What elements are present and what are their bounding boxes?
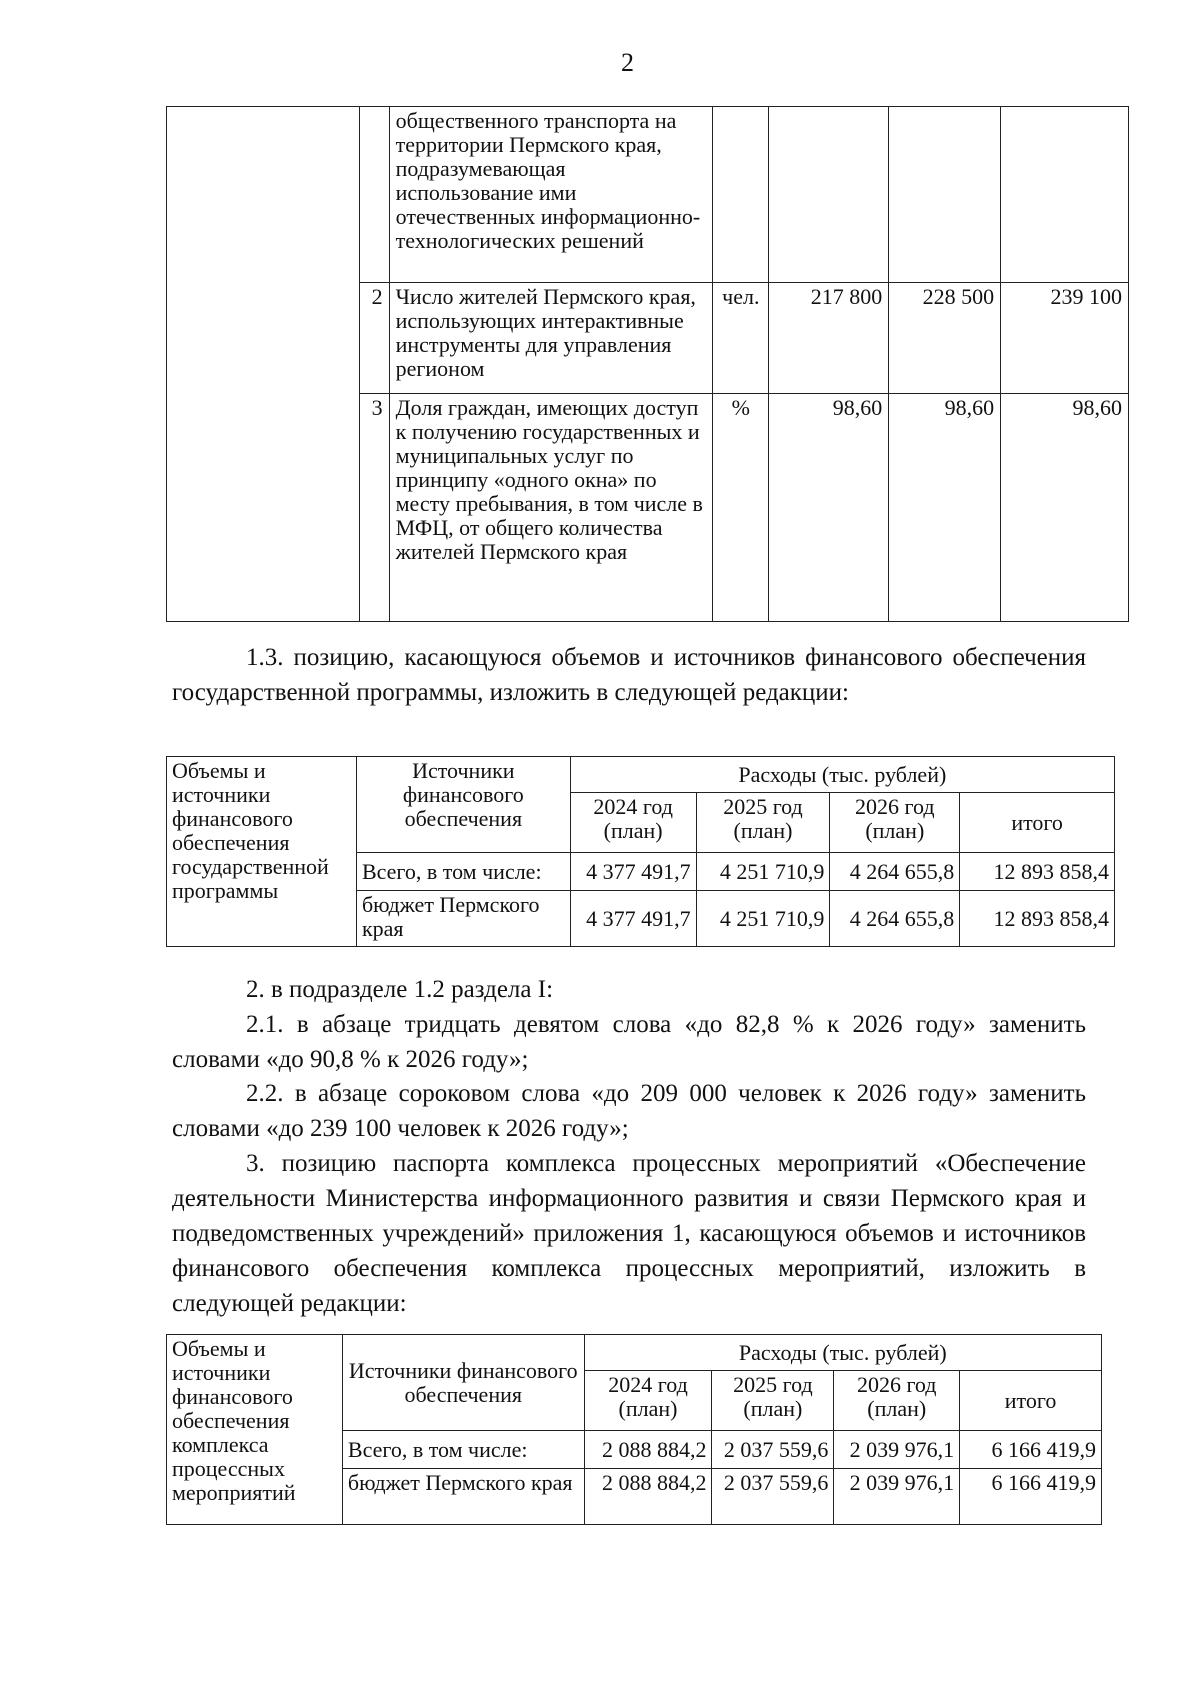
value-2025: 2 037 559,6 [712, 1431, 834, 1469]
column-total: итого [960, 793, 1115, 853]
value-2026: 4 264 655,8 [830, 891, 960, 947]
financing-label: Объемы и источники финансового обеспечения комплекса процессных мероприятий [167, 1335, 343, 1525]
row-label-total: Всего, в том числе: [342, 1431, 584, 1469]
table-row [167, 757, 1115, 793]
paragraph-2: 2. в подразделе 1.2 раздела I: [246, 976, 554, 1003]
value-2026: 4 264 655,8 [830, 853, 960, 891]
value-2026: 239 100 [1001, 283, 1129, 394]
expenses-header: Расходы (тыс. рублей) [570, 757, 1114, 793]
value-2024: 217 800 [769, 283, 889, 394]
paragraph-2-2: 2.2. в абзаце сороковом слова «до 209 000 человек к 2026 году» заменить словами «до 239 100 человек к 2026 году»; [172, 1080, 1086, 1142]
indicator-unit: % [713, 394, 769, 622]
financing-table-complex [166, 1334, 1102, 1525]
column-2025: 2025 год (план) [712, 1371, 834, 1431]
indicator-name: Доля граждан, имеющих доступ к получению государственных и муниципальных услуг по принципу «одного окна» по месту пребывания, в том числе в МФЦ, от общего количества жителей Пермского края [389, 394, 713, 622]
indicator-name: Число жителей Пермского края, использующих интерактивные инструменты для управления регионом [389, 283, 713, 394]
value-2025 [889, 107, 1001, 283]
indicator-unit [713, 107, 769, 283]
paragraph-1-3: 1.3. позицию, касающуюся объемов и источников финансового обеспечения государственной программы, изложить в следующей редакции: [172, 644, 1086, 706]
page-number: 2 [621, 48, 634, 77]
value-total: 12 893 858,4 [960, 853, 1115, 891]
value-2024: 4 377 491,7 [570, 853, 696, 891]
value-2026: 2 039 976,1 [834, 1431, 960, 1469]
row-label-budget: бюджет Пермского края [342, 1469, 584, 1525]
paragraph-3: 3. позицию паспорта комплекса процессных мероприятий «Обеспечение деятельности Министерства информационного развития и связи Пермского края и подведомственных учреждений» приложения 1, касающуюся объемов и источников финансового обеспечения комплекса процессных мероприятий, изложить в следующей редакции: [172, 1150, 1086, 1317]
table-row [167, 1335, 1102, 1371]
column-2024: 2024 год (план) [570, 793, 696, 853]
row-label-total: Всего, в том числе: [356, 853, 570, 891]
column-2026: 2026 год (план) [834, 1371, 960, 1431]
value-2025: 2 037 559,6 [712, 1469, 834, 1525]
empty-cell [167, 107, 360, 622]
value-2024: 2 088 884,2 [584, 1469, 712, 1525]
sources-header: Источники финансового обеспечения [356, 757, 570, 853]
value-2026 [1001, 107, 1129, 283]
value-total: 12 893 858,4 [960, 891, 1115, 947]
indicators-table [166, 106, 1129, 622]
sources-header: Источники финансового обеспечения [342, 1335, 584, 1431]
value-2024: 2 088 884,2 [584, 1431, 712, 1469]
row-number [359, 107, 389, 283]
value-2024: 4 377 491,7 [570, 891, 696, 947]
column-2026: 2026 год (план) [830, 793, 960, 853]
value-2025: 98,60 [889, 394, 1001, 622]
row-number: 2 [359, 283, 389, 394]
column-2024: 2024 год (план) [584, 1371, 712, 1431]
row-number: 3 [359, 394, 389, 622]
value-2026: 2 039 976,1 [834, 1469, 960, 1525]
row-label-budget: бюджет Пермского края [356, 891, 570, 947]
indicator-name: общественного транспорта на территории Пермского края, подразумевающая использование ими отечественных информационно-технологических решений [389, 107, 713, 283]
value-2025: 4 251 710,9 [696, 891, 830, 947]
indicator-unit: чел. [713, 283, 769, 394]
column-2025: 2025 год (план) [696, 793, 830, 853]
value-2025: 228 500 [889, 283, 1001, 394]
value-2024 [769, 107, 889, 283]
value-2025: 4 251 710,9 [696, 853, 830, 891]
financing-table-program [166, 756, 1115, 947]
column-total: итого [960, 1371, 1102, 1431]
value-2026: 98,60 [1001, 394, 1129, 622]
value-2024: 98,60 [769, 394, 889, 622]
value-total: 6 166 419,9 [960, 1431, 1102, 1469]
expenses-header: Расходы (тыс. рублей) [584, 1335, 1101, 1371]
table-row [167, 107, 1129, 283]
value-total: 6 166 419,9 [960, 1469, 1102, 1525]
financing-label: Объемы и источники финансового обеспечения государственной программы [167, 757, 357, 947]
paragraph-2-1: 2.1. в абзаце тридцать девятом слова «до 82,8 % к 2026 году» заменить словами «до 90,8 % к 2026 году»; [172, 1011, 1086, 1073]
